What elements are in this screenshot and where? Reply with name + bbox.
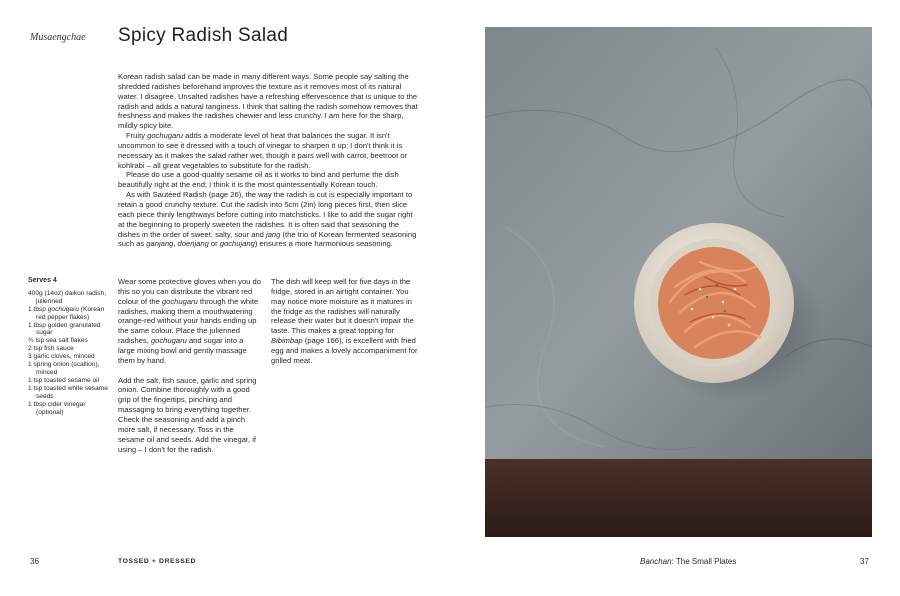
book-title-rest: : The Small Plates	[671, 557, 737, 566]
italic-term: gochugaru	[147, 131, 183, 141]
page-number-right: 37	[860, 557, 869, 566]
text-run: adds a moderate level of heat that balances the sugar. It isn't uncommon to see it dressed with a touch of vinegar to sharpen it up; I don't think it is necessary as it makes the salad rather wet, though it pairs well with carrot, beetroot or kohlrabi – all great vegetables to substitute for the radish.	[118, 131, 408, 170]
method-paragraph	[118, 376, 262, 455]
ingredients-list	[28, 277, 110, 416]
text-run: (the trio of Korean fermented seasoning such as	[118, 229, 417, 249]
method-paragraph	[271, 277, 419, 366]
ingredient-item	[28, 385, 110, 401]
text-run: (Korean red pepper flakes)	[36, 305, 105, 321]
serves-label: Serves 4	[28, 277, 57, 284]
text-run: Please do use a good-quality sesame oil as it works to bind and perfume the dish beautifully right at the end; I think it is the most quintessentially Korean touch.	[118, 170, 399, 190]
ingredient-item	[28, 377, 110, 385]
italic-term: gochugaru	[47, 305, 79, 313]
ingredient-items	[28, 290, 110, 417]
text-run: The dish will keep well for five days in the fridge, stored in an airtight container. You may notice more moisture as it matures in the fridge as the radishes will naturally release their water but it doesn't impair the taste. This makes a great topping for	[271, 277, 414, 336]
method-column-2	[271, 277, 419, 376]
page-number-left: 36	[30, 557, 39, 566]
intro-paragraph	[118, 170, 420, 190]
intro-paragraph	[118, 190, 420, 249]
intro-paragraph	[118, 72, 420, 131]
text-run: ,	[173, 239, 178, 249]
text-run: or	[208, 239, 220, 249]
italic-term: jang	[266, 229, 281, 239]
page-title: Spicy Radish Salad	[118, 25, 289, 46]
ingredient-item	[28, 306, 110, 322]
text-run: 1 tsp toasted white sesame seeds	[28, 384, 108, 400]
salad-photo	[485, 27, 872, 537]
ingredient-item	[28, 290, 110, 306]
text-run: ) ensures a more harmonious seasoning.	[254, 239, 393, 249]
method-column-1	[118, 277, 262, 464]
intro-paragraph	[118, 131, 420, 170]
text-run: Korean radish salad can be made in many different ways. Some people say salting the shredded radishes beforehand improves the texture as it removes most of its natural water. I disagree. Unsalted radishes have a refreshing effervescence that is unique to the radish and adds a natural tanginess. I think that salting the radish somehow removes that freshness and makes the radishes chewier and less crunchy. I am here for the sharp, mildly spicy bite.	[118, 72, 418, 131]
italic-term: doenjang	[177, 239, 209, 249]
text-run: Add the salt, fish sauce, garlic and spring onion. Combine thoroughly with a good grip of the fingertips, pinching and massaging to bring everything together. Check the seasoning and add a pinch more salt, if necessary. Toss in the sesame oil and seeds. Add the vinegar, if using – I don't for the radish.	[118, 375, 257, 454]
book-title	[640, 557, 736, 566]
method-paragraph	[118, 277, 262, 366]
intro-text	[118, 72, 420, 249]
ingredient-item	[28, 401, 110, 417]
italic-term: gochujang	[219, 239, 255, 249]
text-run: (page 166), is excellent with fried egg and makes a lovely accompaniment for grilled meat.	[271, 336, 418, 365]
text-run: 1 tbsp golden granulated sugar	[28, 321, 101, 337]
ingredient-item	[28, 345, 110, 353]
ingredient-item	[28, 353, 110, 361]
text-run: 400g (14oz) daikon radish, julienned	[28, 289, 107, 305]
italic-term: Bibimbap	[271, 336, 303, 346]
text-run: Wear some protective gloves when you do this so you can distribute the vibrant red colour of the	[118, 277, 261, 306]
text-run: 1 spring onion (scallion), minced	[28, 361, 100, 376]
text-run: 1 tbsp	[28, 305, 48, 313]
italic-term: gochugaru	[161, 296, 198, 306]
ingredient-item	[28, 322, 110, 338]
text-run: and sugar into a large mixing bowl and gently massage them by hand.	[118, 336, 247, 365]
section-name: TOSSED + DRESSED	[118, 558, 197, 565]
text-run: Fruity	[126, 131, 148, 141]
text-run: 1 tbsp cider vinegar (optional)	[28, 400, 86, 416]
ingredient-item	[28, 361, 110, 377]
text-run: through the white radishes, making them a mouthwatering orange-red without your hands ending up the same colour. Place the julienned radishes,	[118, 296, 259, 346]
korean-name: Musaengchae	[30, 32, 86, 43]
text-run: 3 garlic cloves, minced	[28, 353, 95, 361]
text-run: 1 tsp toasted sesame oil	[28, 376, 100, 384]
text-run: As with Sautéed Radish (page 26), the way the radish is cut is especially important to retain a good crunchy texture. Cut the radish into 5cm (2in) long pieces first, then slice each piece thinly lengthways before cutting into matchsticks. I like to add the sugar right at the beginning to properly sweeten the radishes. It is often said that seasoning the dishes in the order of sweet, salty, sour and	[118, 190, 413, 239]
ingredient-item	[28, 337, 110, 345]
text-run: 2 tsp fish sauce	[28, 345, 74, 353]
italic-term: ganjang	[146, 239, 174, 249]
italic-term: gochugaru	[150, 336, 187, 346]
book-title-italic: Banchan	[640, 557, 672, 566]
text-run: ¾ tsp sea salt flakes	[28, 337, 88, 345]
